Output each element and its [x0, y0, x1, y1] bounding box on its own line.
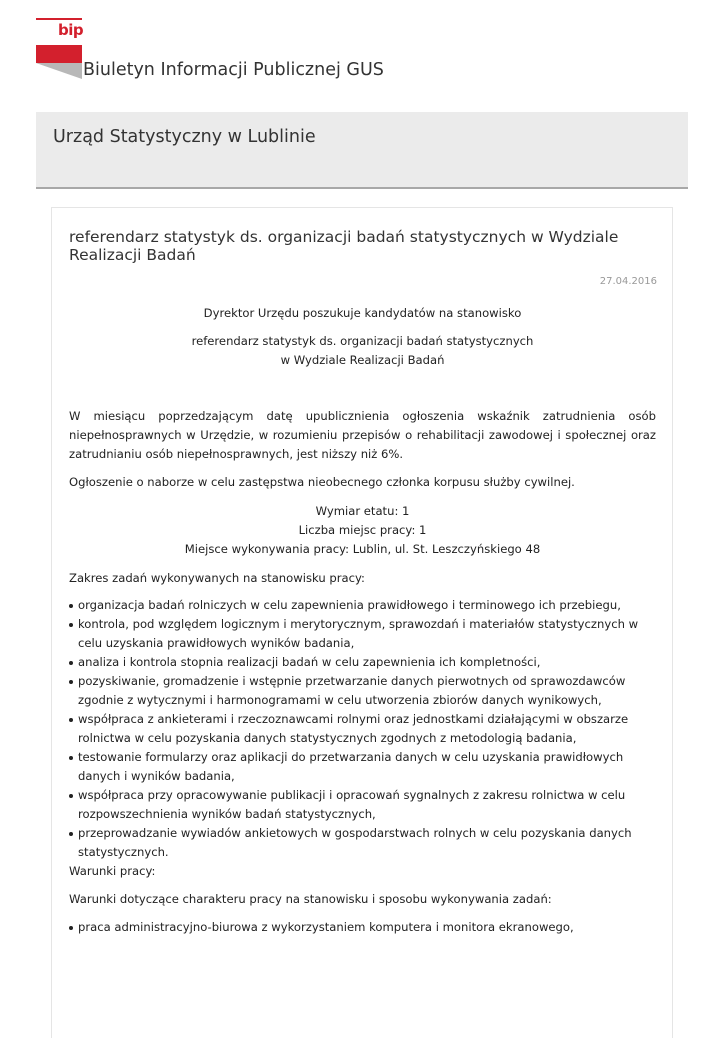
office-header [36, 112, 688, 189]
list-item: przeprowadzanie wywiadów ankietowych w gospodarstwach rolnych w celu pozyskania danych statystycznych. [69, 824, 656, 862]
positions-count: Liczba miejsc pracy: 1 [298, 523, 427, 537]
logo-top-line [36, 18, 82, 20]
tasks-heading: Zakres zadań wykonywanych na stanowisku pracy: [69, 571, 365, 585]
substitution-note: Ogłoszenie o naborze w celu zastępstwa nieobecnego członka korpusu służby cywilnej. [69, 475, 575, 489]
list-item: współpraca przy opracowywanie publikacji i opracowań sygnalnych z zakresu rolnictwa w celu rozpowszechnienia wyników badań statystycznych, [69, 786, 656, 824]
work-place: Miejsce wykonywania pracy: Lublin, ul. St. Leszczyńskiego 48 [184, 542, 541, 556]
tasks-list [69, 596, 656, 862]
list-item: praca administracyjno-biurowa z wykorzystaniem komputera i monitora ekranowego, [69, 918, 656, 937]
bip-logo[interactable] [36, 18, 84, 76]
list-item: pozyskiwanie, gromadzenie i wstępnie przetwarzanie danych pierwotnych od sprawozdawców zgodnie z wytycznymi i harmonogramami w celu utworzenia zbiorów danych wynikowych, [69, 672, 656, 710]
work-time: Wymiar etatu: 1 [315, 504, 410, 518]
position-line-1: referendarz statystyk ds. organizacji badań statystycznych [191, 334, 534, 348]
logo-text: bip [58, 21, 84, 39]
employment-indicator-text: W miesiącu poprzedzającym datę upublicznienia ogłoszenia wskaźnik zatrudnienia osób niepełnosprawnych w Urzędzie, w rozumieniu przepisów o rehabilitacji zawodowej i społecznej oraz zatrudnianiu osób niepełnosprawnych, jest niższy niż 6%. [69, 409, 656, 461]
site-title[interactable]: Biuletyn Informacji Publicznej GUS [83, 60, 384, 80]
publication-date: 27.04.2016 [599, 276, 657, 287]
conditions-list [69, 918, 656, 937]
article-container [51, 207, 673, 1038]
office-title[interactable]: Urząd Statystyczny w Lublinie [53, 127, 316, 147]
list-item: testowanie formularzy oraz aplikacji do przetwarzania danych w celu uzyskania prawidłowych danych i wyników badania, [69, 748, 656, 786]
logo-red-block [36, 45, 82, 63]
conditions-intro: Warunki dotyczące charakteru pracy na stanowisku i sposobu wykonywania zadań: [69, 892, 552, 906]
list-item: kontrola, pod względem logicznym i merytorycznym, sprawozdań i materiałów statystycznych w celu uzyskania prawidłowych wyników badania, [69, 615, 656, 653]
list-item: analiza i kontrola stopnia realizacji badań w celu zapewnienia ich kompletności, [69, 653, 656, 672]
list-item: organizacja badań rolniczych w celu zapewnienia prawidłowego i terminowego ich przebiegu, [69, 596, 656, 615]
article-title: referendarz statystyk ds. organizacji badań statystycznych w Wydziale Realizacji Badań [69, 228, 619, 264]
intro-text: Dyrektor Urzędu poszukuje kandydatów na stanowisko [203, 306, 522, 320]
logo-shadow-triangle [36, 63, 82, 79]
position-line-2: w Wydziale Realizacji Badań [280, 353, 445, 367]
conditions-heading: Warunki pracy: [69, 864, 156, 878]
list-item: współpraca z ankieterami i rzeczoznawcami rolnymi oraz jednostkami działającymi w obszarze rolnictwa w celu pozyskania danych statystycznych zgodnych z metodologią badania, [69, 710, 656, 748]
